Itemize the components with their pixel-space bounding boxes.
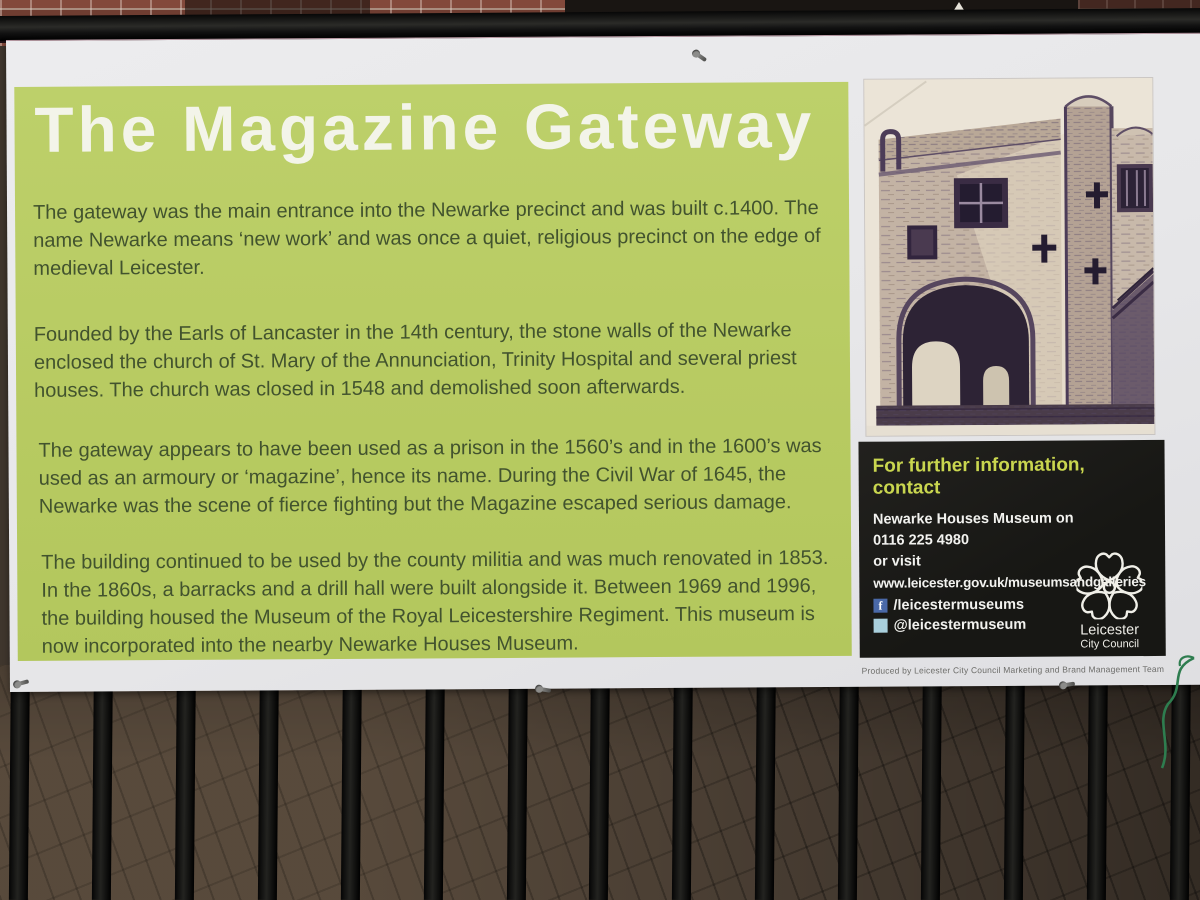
paragraph-history-3: The gateway appears to have been used as a prison in the 1560’s and in the 1600’s was used as an armoury or ‘magazine’, hence its name. During the Civil War of 1645, the Newarke was the scene of fierce fighting but the Magazine escaped serious damage. (38, 435, 822, 518)
green-wire (1128, 652, 1200, 772)
gateway-drawing (864, 78, 1154, 436)
contact-info-box (858, 440, 1165, 658)
sign-title: The Magazine Gateway (34, 89, 816, 166)
contact-header: For further information, contact (872, 454, 1085, 499)
facebook-icon: f (873, 599, 887, 613)
cinquefoil-flower-icon (1076, 551, 1142, 619)
screw (694, 51, 707, 62)
paragraph-history-4: The building continued to be used by the county militia and was much renovated in 1853. In the 1860s, a barracks and a drill hall were built alongside it. Between 1969 and 1996, the building housed the Museum of the Royal Leicestershire Regiment. This museum is now incorporated into the nearby Newarke Houses Museum. (41, 546, 829, 658)
leicester-city-council-logo (1063, 551, 1156, 651)
paragraph-history-2: Founded by the Earls of Lancaster in the 14th century, the stone walls of the Newarke enclosed the church of St. Mary of the Annunciation, Trinity Hospital and several priest houses. The church was closed in 1548 and demolished soon afterwards. (33, 319, 797, 402)
contact-or-visit: or visit (873, 553, 921, 570)
screw (538, 687, 551, 693)
logo-subtitle: City Council (1080, 638, 1140, 651)
facebook-handle: /leicestermuseums (893, 596, 1025, 614)
sign-text-panel (14, 82, 851, 661)
screw (16, 679, 30, 686)
twitter-icon (874, 619, 888, 633)
paragraph-history-1: The gateway was the main entrance into the Newarke precinct and was built c.1400. The name Newarke means ‘new work’ and was once a quiet, religious precinct on the edge of medieval Leicester. (32, 197, 821, 280)
contact-website: www.leicester.gov.uk/museumsandgalleries (873, 574, 1147, 591)
twitter-handle: @leicestermuseum (893, 616, 1027, 634)
credit-line: Produced by Leicester City Council Marketing and Brand Management Team (861, 663, 1165, 676)
contact-phone: 0116 225 4980 (873, 532, 970, 549)
gateway-sketch-image (864, 78, 1154, 436)
contact-museum-line: Newarke Houses Museum on (872, 510, 1074, 528)
information-sign (6, 33, 1200, 692)
logo-name: Leicester (1080, 622, 1140, 639)
